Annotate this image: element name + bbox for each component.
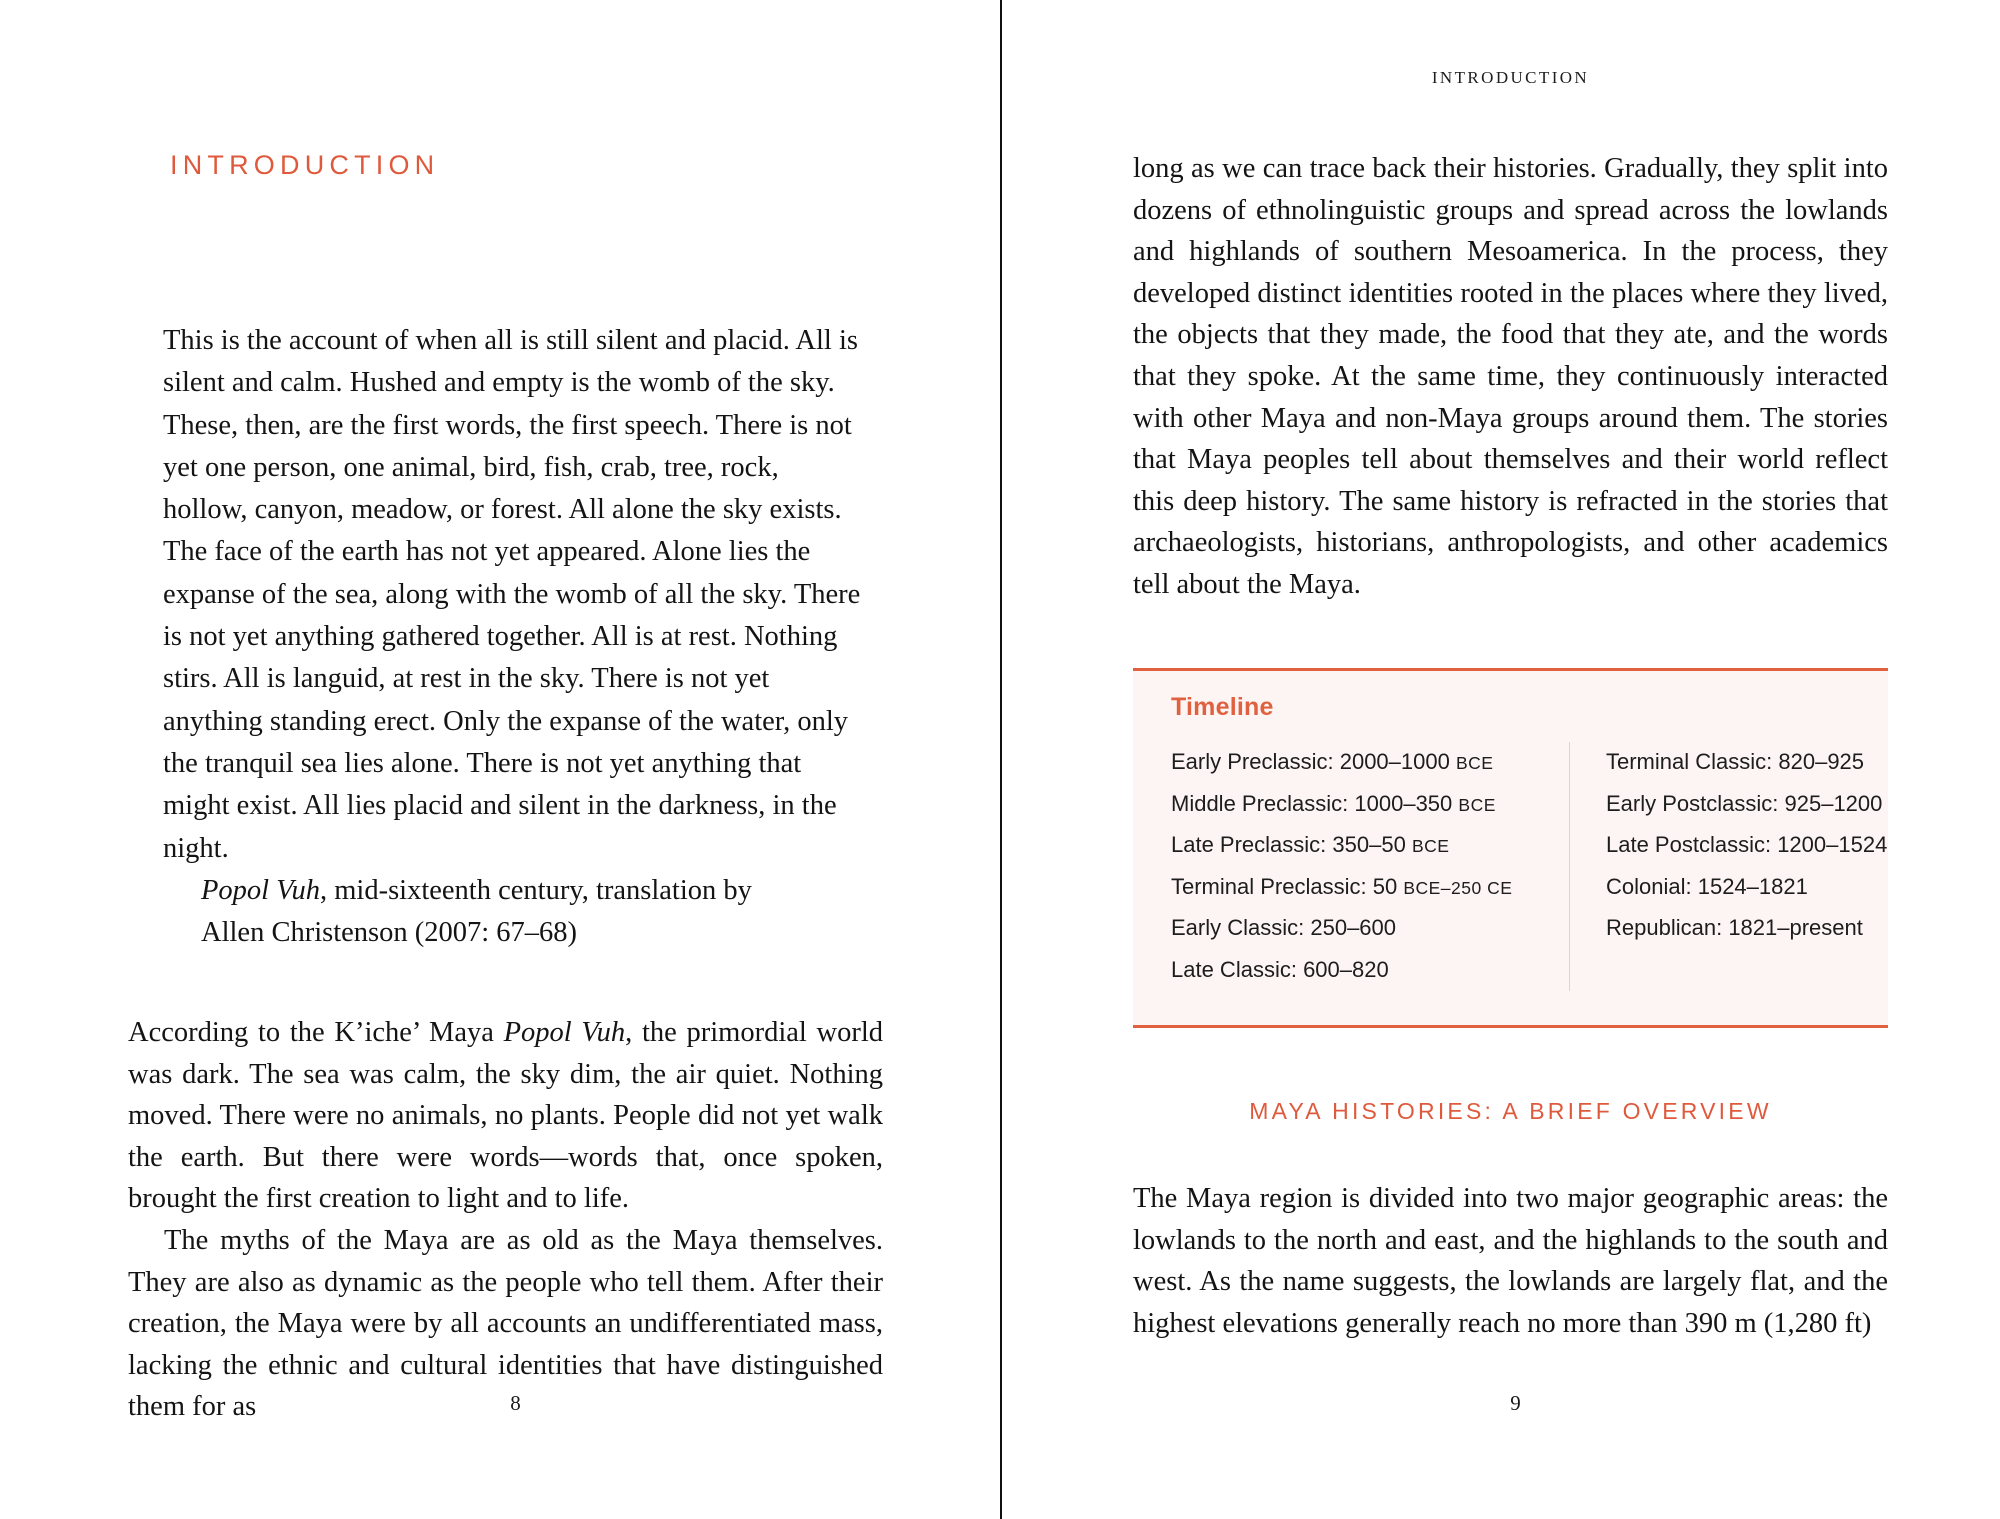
right-body-text-top (1133, 148, 1888, 606)
epigraph-source-detail: , mid-sixteenth century, translation by (320, 874, 752, 906)
page-number-left: 8 (510, 1391, 521, 1415)
timeline-entry-range: 820–925 (1778, 749, 1865, 774)
timeline-entry (1606, 784, 1883, 826)
timeline-columns (1171, 742, 1888, 991)
paragraph-popol-vuh (128, 1012, 883, 1220)
timeline-entry-range: 600–820 (1303, 956, 1389, 982)
timeline-entry-label: Early Classic: (1171, 915, 1311, 940)
timeline-title: Timeline (1171, 693, 1274, 721)
timeline-entry (1171, 825, 1549, 867)
timeline-entry (1606, 867, 1850, 909)
timeline-entry-range: 925–1200 (1784, 790, 1883, 816)
section-heading: MAYA HISTORIES: A BRIEF OVERVIEW (1249, 1098, 1772, 1124)
timeline-entry-range: 1000–350 (1354, 790, 1459, 816)
timeline-entry-era: BCE (1455, 753, 1494, 773)
running-header: INTRODUCTION (1431, 68, 1590, 87)
timeline-entry (1171, 950, 1549, 992)
timeline-entry-range: 250–600 (1310, 915, 1397, 940)
timeline-entry (1606, 908, 1863, 950)
timeline-entry (1171, 908, 1549, 950)
epigraph-text: This is the account of when all is still silent and placid. All is silent and calm. Hushed and empty is the womb of the sky. These, then, are the first words, the first speech. There is not yet one person, one animal, bird, fish, crab, tree, rock, hollow, canyon, meadow, or forest. All alone the sky exists. The face of the earth has not yet appeared. Alone lies the expanse of the sea, along with the womb of all the sky. There is not yet anything gathered together. All is at rest. Nothing stirs. All is languid, at rest in the sky. There is not yet anything standing erect. Only the expanse of the water, only the tranquil sea lies alone. There is not yet anything that might exist. All lies placid and silent in the darkness, in the night. (163, 325, 861, 864)
paragraph-maya-region: The Maya region is divided into two major geographic areas: the lowlands to the north and east, and the highlands to the south and west. As the name suggests, the lowlands are largely flat, and the highest elevations generally reach no more than 390 m (1,280 ft) (1133, 1183, 1888, 1339)
timeline-entry-era: BCE–250 CE (1403, 877, 1513, 898)
right-page (1000, 0, 2000, 1519)
timeline-entry-label: Republican: (1606, 915, 1729, 940)
timeline-entry-label: Colonial: (1606, 873, 1698, 899)
timeline-entry (1171, 784, 1549, 826)
paragraph-popol-vuh-pre: According to the K’iche’ Maya (128, 1017, 504, 1048)
timeline-column-left (1171, 742, 1570, 991)
timeline-entry-range: 2000–1000 (1339, 749, 1456, 774)
timeline-sidebar (1133, 668, 1888, 1028)
timeline-entry-label: Terminal Classic: (1606, 749, 1779, 774)
timeline-entry (1606, 825, 1888, 867)
timeline-column-right (1570, 742, 1888, 991)
timeline-entry-range: 350–50 (1332, 832, 1412, 857)
epigraph-attribution-line1 (201, 870, 863, 912)
right-body-text-bottom (1133, 1178, 1888, 1344)
timeline-entry-era: BCE (1458, 794, 1496, 815)
epigraph-attribution-line2: Allen Christenson (2007: 67–68) (201, 917, 578, 949)
timeline-entry-era: BCE (1411, 836, 1450, 856)
page-number-right: 9 (1510, 1391, 1521, 1415)
timeline-entry-label: Late Classic: (1171, 956, 1304, 982)
epigraph-block (163, 320, 863, 954)
timeline-entry-label: Late Preclassic: (1171, 832, 1333, 857)
chapter-title: INTRODUCTION (170, 150, 440, 180)
timeline-entry (1171, 867, 1549, 909)
timeline-entry-label: Early Preclassic: (1171, 749, 1340, 774)
timeline-entry-label: Middle Preclassic: (1171, 790, 1355, 816)
timeline-entry (1171, 742, 1549, 784)
timeline-entry-label: Terminal Preclassic: (1171, 873, 1373, 899)
timeline-entry-range: 1200–1524 (1777, 832, 1888, 857)
left-body-text (128, 1012, 883, 1428)
timeline-entry-label: Late Postclassic: (1606, 832, 1778, 857)
left-page-content (128, 0, 883, 1519)
timeline-entry-range: 50 (1372, 873, 1404, 899)
paragraph-popol-vuh-post: , the primordial world was dark. The sea was calm, the sky dim, the air quiet. Nothing moved. There were no animals, no plants. People did not yet walk the earth. But there were words—words that, once spoken, brought the first creation to light and to life. (128, 1017, 883, 1215)
paragraph-popol-vuh-italic: Popol Vuh (503, 1017, 626, 1048)
epigraph-source-title: Popol Vuh (201, 874, 320, 906)
timeline-entry (1606, 742, 1865, 784)
paragraph-maya-myths: The myths of the Maya are as old as the Maya themselves. They are also as dynamic as the people who tell them. After their creation, the Maya were by all accounts an undifferentiated mass, lacking the ethnic and cultural identities that have distinguished them for as (128, 1224, 883, 1423)
timeline-entry-range: 1821–present (1728, 915, 1863, 940)
timeline-entry-range: 1524–1821 (1697, 873, 1808, 899)
paragraph-histories: long as we can trace back their histories. Gradually, they split into dozens of ethnolinguistic groups and spread across the lowlands and highlands of southern Mesoamerica. In the process, they developed distinct identities rooted in the places where they lived, the objects that they made, the food that they ate, and the words that they spoke. At the same time, they continuously interacted with other Maya and non-Maya groups around them. The stories that Maya peoples tell about themselves and their world reflect this deep history. The same history is refracted in the stories that archaeologists, historians, anthropologists, and other academics tell about the Maya. (1133, 153, 1888, 600)
right-page-content (1133, 0, 1888, 1519)
timeline-entry-label: Early Postclassic: (1606, 790, 1785, 816)
